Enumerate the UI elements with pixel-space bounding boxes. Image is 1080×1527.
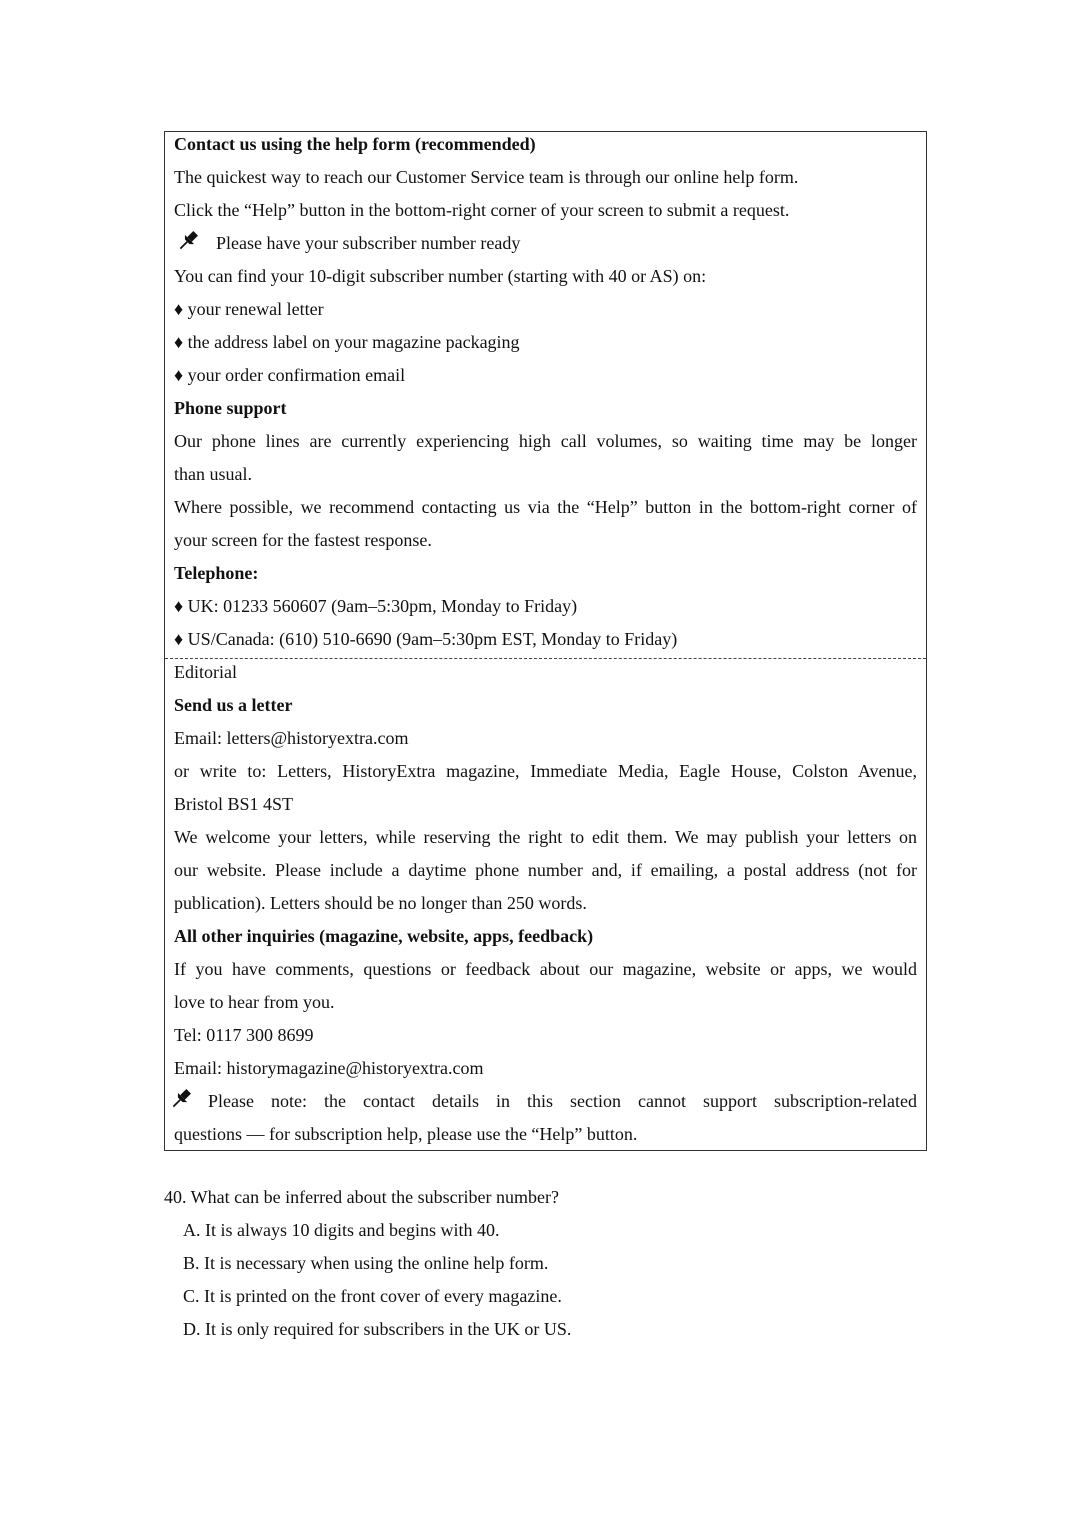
phone-support-text-line: your screen for the fastest response. <box>174 530 432 550</box>
letters-policy-line: publication). Letters should be no longer than 250 words. <box>174 893 587 913</box>
pushpin-icon <box>175 228 201 254</box>
phone-support-text-line: Where possible, we recommend contacting us via the “Help” button in the bottom-right corner of <box>174 497 917 517</box>
contact-info-box <box>164 131 927 1151</box>
answer-option-b[interactable]: B. It is necessary when using the online help form. <box>183 1253 549 1273</box>
help-form-text-line-1: The quickest way to reach our Customer Service team is through our online help form. <box>174 167 799 187</box>
list-item: ♦ your order confirmation email <box>174 365 406 385</box>
section-divider <box>165 658 926 659</box>
phone-number-us-canada: ♦ US/Canada: (610) 510-6690 (9am–5:30pm EST, Monday to Friday) <box>174 629 678 649</box>
question-stem: 40. What can be inferred about the subscriber number? <box>164 1187 560 1207</box>
other-inquiries-text-line: love to hear from you. <box>174 992 335 1012</box>
subscriber-number-tip: Please have your subscriber number ready <box>216 233 521 253</box>
letters-policy-line: We welcome your letters, while reserving the right to edit them. We may publish your letters on <box>174 827 917 847</box>
editorial-email: Email: historymagazine@historyextra.com <box>174 1058 484 1078</box>
send-letter-heading: Send us a letter <box>174 695 293 715</box>
phone-support-text-line: Our phone lines are currently experiencing high call volumes, so waiting time may be longer <box>174 431 917 451</box>
list-item: ♦ your renewal letter <box>174 299 324 319</box>
answer-option-c[interactable]: C. It is printed on the front cover of every magazine. <box>183 1286 562 1306</box>
help-form-text-line-2: Click the “Help” button in the bottom-right corner of your screen to submit a request. <box>174 200 790 220</box>
postal-address-line: Bristol BS1 4ST <box>174 794 294 814</box>
phone-support-heading: Phone support <box>174 398 287 418</box>
find-number-intro: You can find your 10-digit subscriber number (starting with 40 or AS) on: <box>174 266 707 286</box>
other-inquiries-text-line: If you have comments, questions or feedback about our magazine, website or apps, we would <box>174 959 917 979</box>
phone-support-text-line: than usual. <box>174 464 252 484</box>
other-inquiries-heading: All other inquiries (magazine, website, apps, feedback) <box>174 926 594 946</box>
telephone-heading: Telephone: <box>174 563 259 583</box>
help-form-heading: Contact us using the help form (recommended) <box>174 134 536 154</box>
answer-option-d[interactable]: D. It is only required for subscribers in the UK or US. <box>183 1319 572 1339</box>
editorial-label: Editorial <box>174 662 237 682</box>
note-line: questions — for subscription help, please use the “Help” button. <box>174 1124 638 1144</box>
note-line: Please note: the contact details in this section cannot support subscription-related <box>208 1091 917 1111</box>
letters-email: Email: letters@historyextra.com <box>174 728 409 748</box>
editorial-telephone: Tel: 0117 300 8699 <box>174 1025 314 1045</box>
letters-policy-line: our website. Please include a daytime phone number and, if emailing, a postal address (not for <box>174 860 917 880</box>
answer-option-a[interactable]: A. It is always 10 digits and begins with 40. <box>183 1220 500 1240</box>
phone-number-uk: ♦ UK: 01233 560607 (9am–5:30pm, Monday to Friday) <box>174 596 578 616</box>
pushpin-icon <box>168 1086 194 1112</box>
list-item: ♦ the address label on your magazine packaging <box>174 332 520 352</box>
postal-address-line: or write to: Letters, HistoryExtra magazine, Immediate Media, Eagle House, Colston Avenue, <box>174 761 917 781</box>
